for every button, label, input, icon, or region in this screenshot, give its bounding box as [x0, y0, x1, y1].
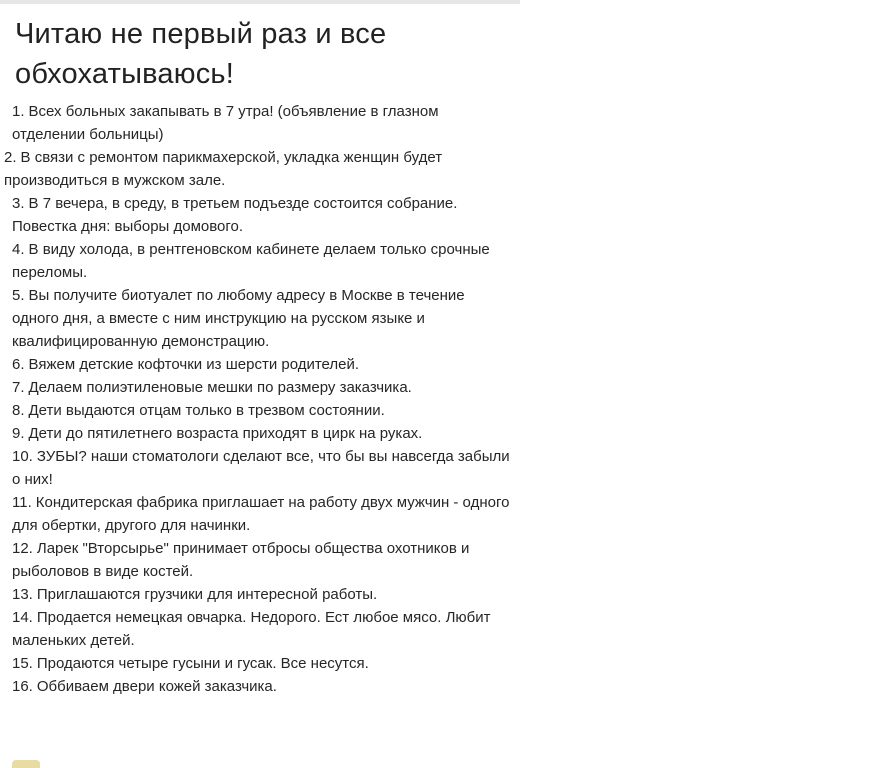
list-item: [12, 537, 512, 583]
item-text: Дети до пятилетнего возраста приходят в цирк на руках.: [28, 425, 423, 442]
item-number: 3.: [12, 195, 25, 212]
item-number: 14.: [12, 609, 33, 626]
list-item: [12, 399, 512, 422]
item-text: Ларек "Вторсырье" принимает отбросы общества охотников и рыболовов в виде костей.: [12, 540, 470, 580]
item-text: ЗУБЫ? наши стоматологи сделают все, что бы вы навсегда забыли о них!: [12, 448, 510, 488]
item-number: 16.: [12, 678, 33, 695]
top-divider: [0, 0, 520, 4]
item-number: 8.: [12, 402, 25, 419]
list-item: [12, 445, 512, 491]
item-text: В 7 вечера, в среду, в третьем подъезде состоится собрание. Повестка дня: выборы домового.: [12, 195, 458, 235]
list-item: [12, 100, 512, 146]
item-text: Продаются четыре гусыни и гусак. Все несутся.: [36, 655, 369, 672]
item-number: 1.: [12, 103, 25, 120]
item-text: Всех больных закапывать в 7 утра! (объявление в глазном отделении больницы): [12, 103, 439, 143]
list-item: [12, 675, 512, 698]
list-item: [12, 192, 512, 238]
item-text: Оббиваем двери кожей заказчика.: [36, 678, 277, 695]
list-item: [12, 583, 512, 606]
list-item: [12, 353, 512, 376]
list-item: [12, 652, 512, 675]
item-text: В виду холода, в рентгеновском кабинете делаем только срочные переломы.: [12, 241, 490, 281]
item-number: 15.: [12, 655, 33, 672]
emoji-partial-icon: [12, 760, 40, 768]
item-number: 13.: [12, 586, 33, 603]
list-item: [12, 376, 512, 399]
item-text: Вяжем детские кофточки из шерсти родителей.: [28, 356, 360, 373]
item-text: Вы получите биотуалет по любому адресу в Москве в течение одного дня, а вместе с ним инструкцию на русском языке и квалифицированную демонстрацию.: [12, 287, 465, 350]
item-text: Дети выдаются отцам только в трезвом состоянии.: [28, 402, 385, 419]
item-number: 4.: [12, 241, 25, 258]
item-text: Делаем полиэтиленовые мешки по размеру заказчика.: [28, 379, 412, 396]
item-text: Кондитерская фабрика приглашает на работу двух мужчин - одного для обертки, другого для начинки.: [12, 494, 510, 534]
list-item: [12, 238, 512, 284]
item-number: 5.: [12, 287, 25, 304]
item-number: 10.: [12, 448, 33, 465]
item-text: В связи с ремонтом парикмахерской, укладка женщин будет производиться в мужском зале.: [4, 149, 443, 189]
post-title: [15, 14, 775, 94]
list-item: [12, 422, 512, 445]
post-title-line-1: Читаю не первый раз и все: [15, 18, 387, 50]
item-text: Продается немецкая овчарка. Недорого. Ест любое мясо. Любит маленьких детей.: [12, 609, 491, 649]
list-item: [12, 491, 512, 537]
post-title-line-2: обхохатываюсь!: [15, 58, 234, 90]
ads-list: [4, 100, 512, 698]
item-number: 2.: [4, 149, 17, 166]
list-item: [12, 284, 512, 353]
item-number: 9.: [12, 425, 25, 442]
list-item: [4, 146, 512, 192]
item-number: 11.: [12, 494, 32, 511]
item-text: Приглашаются грузчики для интересной работы.: [36, 586, 378, 603]
item-number: 6.: [12, 356, 25, 373]
item-number: 12.: [12, 540, 33, 557]
list-item: [12, 606, 512, 652]
item-number: 7.: [12, 379, 25, 396]
post: [15, 14, 775, 94]
